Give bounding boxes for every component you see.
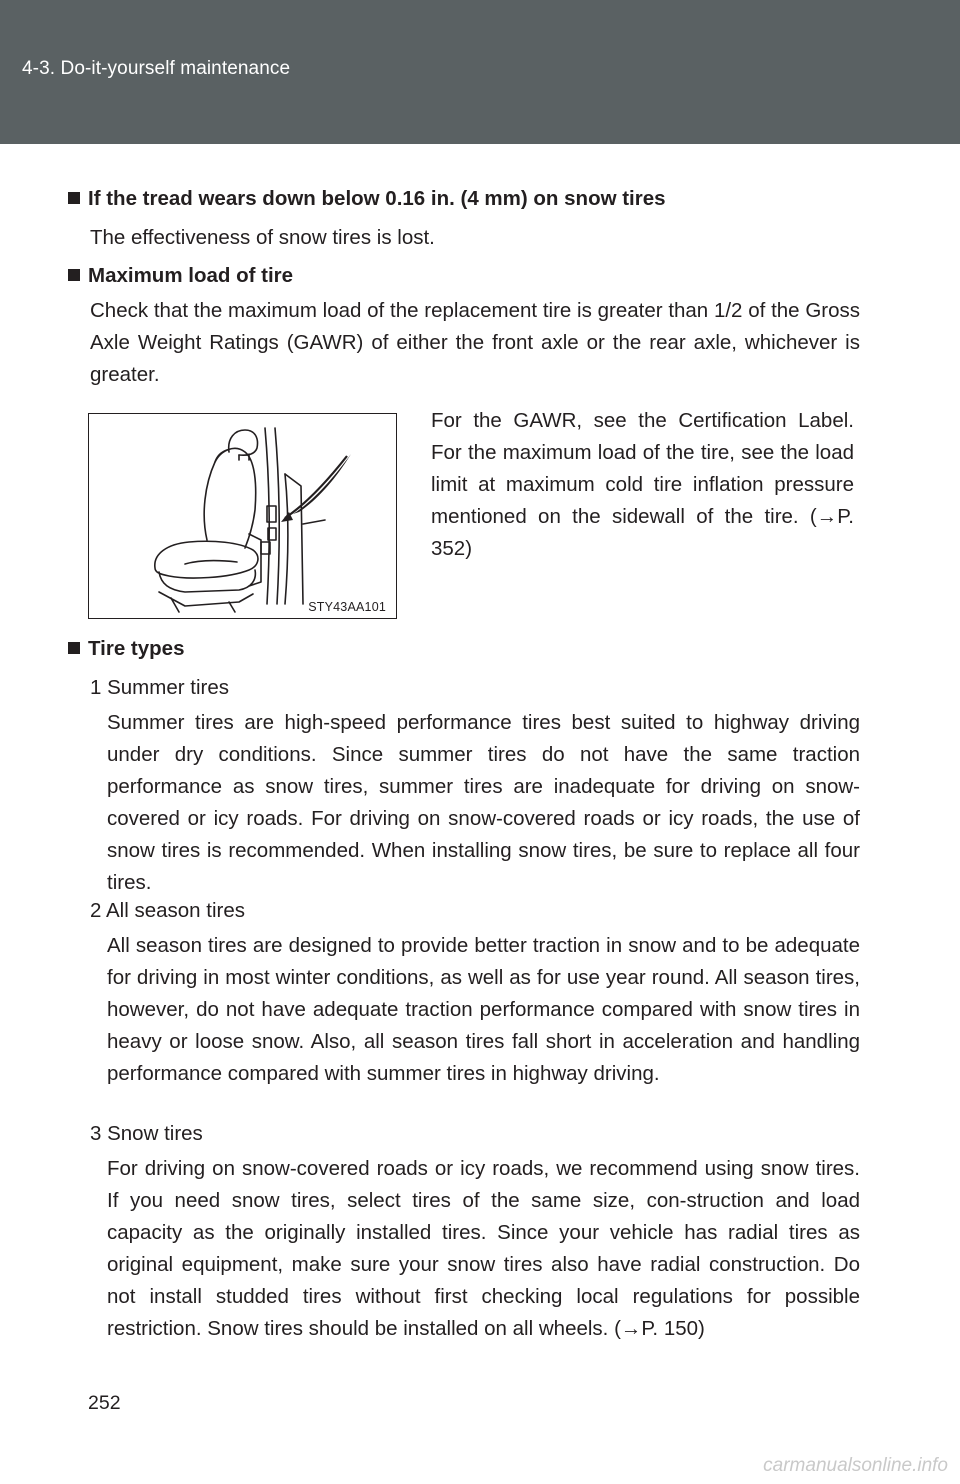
page-number: 252 [88, 1392, 121, 1414]
square-bullet-icon [68, 269, 80, 281]
heading-max-load: Maximum load of tire [68, 264, 293, 288]
square-bullet-icon [68, 642, 80, 654]
summer-tires-body: Summer tires are high-speed performance tires best suited to highway driving under dry conditions. Since summer tires do not have the same traction performance as snow tires, summer tires are inadequate for driving on snow-covered or icy roads. For driving on snow-covered roads or icy roads, the use of snow tires is recommended. When installing snow tires, be sure to replace all four tires. [107, 711, 860, 894]
square-bullet-icon [68, 192, 80, 204]
figure-code: STY43AA101 [308, 600, 386, 614]
max-load-body: Check that the maximum load of the replacement tire is greater than 1/2 of the Gross Axle Weight Ratings (GAWR) of either the front axle or the rear axle, whichever is greater. [90, 299, 860, 386]
figure-caption: For the GAWR, see the Certification Label. For the maximum load of the tire, see the load limit at maximum cold tire inflation pressure mentioned on the sidewall of the tire. (→P. 352) [431, 409, 854, 560]
section-title: 4-3. Do-it-yourself maintenance [22, 58, 291, 79]
all-season-tires-label: 2 All season tires [90, 899, 245, 922]
heading-tire-types: Tire types [68, 637, 184, 661]
all-season-tires-body: All season tires are designed to provide better traction in snow and to be adequate for driving in most winter conditions, as well as for use year round. All season tires, however, do not have adequate traction performance compared with snow tires in heavy or loose snow. Also, all season tires fall short in acceleration and handling performance compared with summer tires in highway driving. [107, 934, 860, 1085]
heading-snow-tread: If the tread wears down below 0.16 in. (4 mm) on snow tires [68, 187, 666, 211]
snow-tread-body: The effectiveness of snow tires is lost. [90, 226, 435, 249]
seat-label-illustration [88, 413, 397, 619]
page-header [0, 0, 960, 144]
summer-tires-label: 1 Summer tires [90, 676, 229, 699]
snow-tires-body: For driving on snow-covered roads or icy roads, we recommend using snow tires. If you need snow tires, select tires of the same size, con-struction and load capacity as the originally installed tires. Since your vehicle has radial tires as original equipment, make sure your snow tires also have radial construction. Do not install studded tires without first checking local regulations for possible restriction. Snow tires should be installed on all wheels. (→P. 150) [107, 1157, 860, 1340]
snow-tires-label: 3 Snow tires [90, 1122, 203, 1145]
watermark: carmanualsonline.info [763, 1455, 948, 1476]
car-seat-drawing-icon [89, 414, 395, 617]
